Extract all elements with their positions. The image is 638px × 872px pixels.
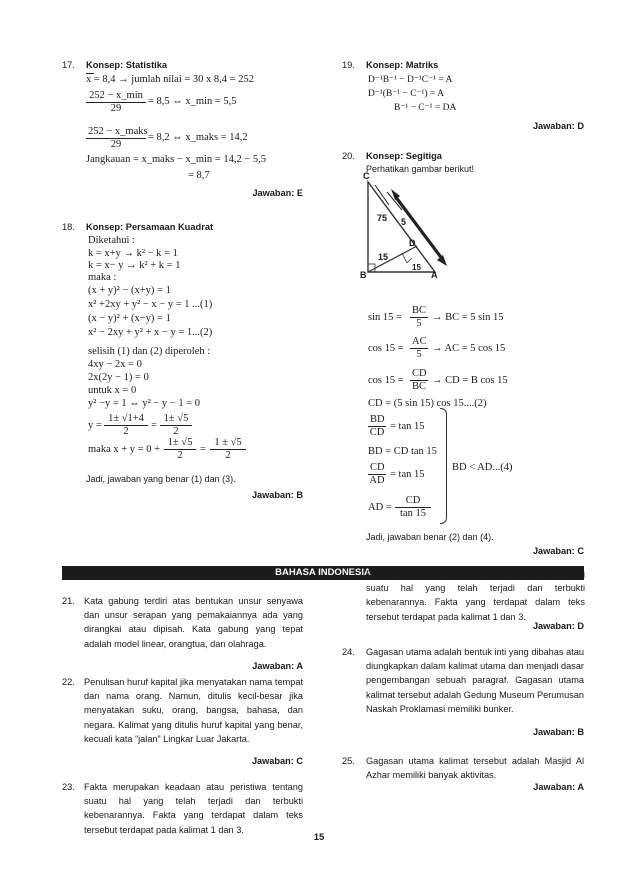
q17-fraction-2: 252 − x_maks 29: [88, 126, 148, 150]
q23-answer: Jawaban: D: [532, 621, 584, 631]
q19-line-1: D⁻¹B⁻¹ − D⁻¹C⁻¹ = A: [368, 75, 453, 85]
q25-text: Gagasan utama kalimat tersebut adalah Masjid Al Azhar memiliki banyak aktivitas.: [366, 756, 584, 781]
q20-conclusion: Jadi, jawaban benar (2) dan (4).: [366, 532, 494, 542]
vertex-a-label: A: [431, 270, 438, 280]
q20-line-2: → AC = 5 cos 15: [432, 343, 506, 354]
q20-ad-label: AD =: [368, 502, 392, 513]
q20-sin-label: sin 15 =: [368, 312, 402, 323]
q18-equals-1: =: [151, 420, 157, 431]
q17-fraction-1: 252 − x_min 29: [86, 90, 146, 115]
q18-number: 18.: [62, 222, 75, 232]
q18-line-13: y² −y = 1 ⇔ y² − y − 1 = 0: [88, 398, 201, 409]
vertex-c-label: C: [363, 171, 370, 181]
q18-line-7: (x − y)² + (x−y) = 1: [88, 313, 171, 324]
q18-fraction-2: $\frac{1\pm √5}{2}$: [160, 413, 192, 438]
q20-line-3: → CD = B cos 15: [432, 375, 508, 386]
q25-number: 25.: [342, 756, 355, 766]
q18-fraction-1: $\frac{1\pm √1+4}{2}$: [104, 413, 148, 438]
q20-frac-1: $\frac{BC}{5}$: [412, 305, 427, 329]
q18-line-8: x² − 2xy + y² + x − y = 1...(2): [88, 327, 213, 338]
xbar-overline: [86, 73, 94, 74]
q22-number: 22.: [62, 677, 75, 687]
q17-line-3: = 8,2 ⇔ x_maks = 14,2: [148, 132, 248, 143]
q23-text-col1: Fakta merupakan keadaan atau peristiwa tentang suatu hal yang telah terjadi dan terbukti kebenarannya. Fakta yang terdapat dalam teks tersebut terdapat pada kalimat 1 dan 3.: [84, 782, 303, 835]
q18-fraction-4: $\frac{1 \pm √5}{2}$: [210, 437, 246, 462]
triangle-figure: [355, 174, 450, 284]
q20-answer: Jawaban: C: [532, 546, 584, 556]
q20-frac-3: $\frac{CD}{BC}$: [411, 368, 427, 392]
q23-number: 23.: [62, 782, 75, 792]
q20-line-8: BD < AD...(4): [452, 462, 513, 473]
q20-frac-4: $\frac{BD}{CD}$: [369, 414, 385, 438]
q20-frac-2: $\frac{AC}{5}$: [412, 336, 427, 360]
q19-line-3: B⁻¹ − C⁻¹ = DA: [394, 103, 457, 113]
q18-line-14a: y =: [88, 420, 102, 431]
q20-line-4: CD = (5 sin 15) cos 15....(2): [368, 398, 487, 409]
q20-line-1: → BC = 5 sin 15: [432, 312, 504, 323]
q20-frac-5: $\frac{CD}{AD}$: [369, 462, 385, 486]
q17-line-1: x = 8,4 → jumlah nilai = 30 x 8,4 = 252: [86, 74, 254, 85]
q20-cos-label-2: cos 15 =: [368, 375, 404, 386]
q20-intro: Perhatikan gambar berikut!: [366, 164, 475, 174]
page-number: 15: [313, 832, 325, 843]
q18-heading: Konsep: Persamaan Kuadrat: [86, 222, 214, 232]
q24-answer: Jawaban: B: [532, 727, 584, 737]
q21-text: Kata gabung terdiri atas bentukan unsur senyawa dan unsur serapan yang pemakaiannya ada yang dirangkai atau dipisah. Kata gabung yang tepat adalah model linear, orangtua, dan olahraga.: [84, 596, 303, 649]
q20-line-6: BD = CD tan 15: [368, 446, 437, 457]
q18-line-12: untuk x = 0: [88, 385, 137, 396]
q23-text-col2: Fakta merupakan keadaan atau peristiwa tentang suatu hal yang telah terjadi dan terbukti kebenarannya. Fakta yang terdapat dalam teks tersebut terdapat pada kalimat 1 dan 3.: [366, 569, 585, 622]
q18-line-6: x² +2xy + y² − x − y = 1 ...(1): [88, 299, 213, 310]
q24-number: 24.: [342, 647, 355, 657]
q18-line-10: 4xy − 2x = 0: [88, 359, 142, 370]
q20-heading: Konsep: Segitiga: [366, 151, 442, 161]
q17-heading: Konsep: Statistika: [86, 60, 168, 70]
angle-15-label-2: 15: [412, 263, 421, 272]
q18-line-9: selisih (1) dan (2) diperoleh :: [88, 346, 211, 357]
q18-conclusion: Jadi, jawaban yang benar (1) dan (3).: [86, 474, 236, 484]
q21-answer: Jawaban: A: [252, 661, 303, 671]
q18-line-3: k = x− y → k² + k = 1: [88, 260, 181, 271]
q21-number: 21.: [62, 596, 75, 606]
angle-15-label-1: 15: [378, 252, 389, 262]
angle-75-label: 75: [377, 213, 388, 223]
q18-line-11: 2x(2y − 1) = 0: [88, 372, 149, 383]
q20-line-5: = tan 15: [390, 421, 425, 432]
q18-line-5: (x + y)² − (x+y) = 1: [88, 285, 171, 296]
q19-heading: Konsep: Matriks: [366, 60, 439, 70]
q17-line-2: = 8,5 ⇔ x_min = 5,5: [148, 96, 237, 107]
q17-line-4: Jangkauan = x_maks − x_min = 14,2 − 5,5: [86, 154, 267, 165]
q18-line-15a: maka x + y = 0 +: [88, 444, 161, 455]
q25-answer: Jawaban: A: [533, 782, 584, 792]
q18-equals-2: =: [200, 444, 206, 455]
q22-text: Penulisan huruf kapital jika menyatakan nama tempat dan nama orang. Namun, ditulis kecil-besar jika menyatakan suku, orang, bangsa, bahasa, dan negara. Kalimat yang ditulis huruf kapital yang benar, kecuali kata “jalan” Lingkar Luar Jakarta.: [84, 677, 303, 744]
q18-fraction-3: $\frac{1\pm √5}{2}$: [164, 437, 196, 462]
q19-line-2: D⁻¹(B⁻¹ − C⁻¹) = A: [368, 89, 444, 99]
q18-line-4: maka :: [88, 272, 117, 283]
q18-answer: Jawaban: B: [251, 490, 303, 500]
q20-frac-6: $\frac{CD}{\tan 15}$: [395, 495, 431, 520]
q19-number: 19.: [342, 60, 355, 70]
q18-line-2: k = x+y → k² − k = 1: [88, 248, 178, 259]
q17-number: 17.: [62, 60, 75, 70]
q20-number: 20.: [342, 151, 355, 161]
section-banner: BAHASA INDONESIA: [62, 566, 584, 580]
q24-text: Gagasan utama adalah bentuk inti yang dibahas atau diungkapkan dalam kalimat utama dan menjadi dasar pengembangan sebuah paragraf. Gagasan utama kalimat tersebut adalah Gedung Museum Perumusan Naskah Proklamasi memiliki bunker.: [366, 647, 584, 714]
q22-answer: Jawaban: C: [251, 756, 303, 766]
q18-line-1: Diketahui :: [88, 235, 135, 246]
q20-cos-label-1: cos 15 =: [368, 343, 404, 354]
q20-line-7: = tan 15: [390, 469, 425, 480]
q17-answer: Jawaban: E: [252, 188, 303, 198]
q17-line-5: = 8,7: [188, 170, 210, 181]
vertex-b-label: B: [360, 270, 367, 280]
vertex-d-label: D: [409, 238, 416, 248]
length-5-label: 5: [401, 217, 407, 227]
q19-answer: Jawaban: D: [532, 121, 584, 131]
brace: [440, 408, 447, 524]
